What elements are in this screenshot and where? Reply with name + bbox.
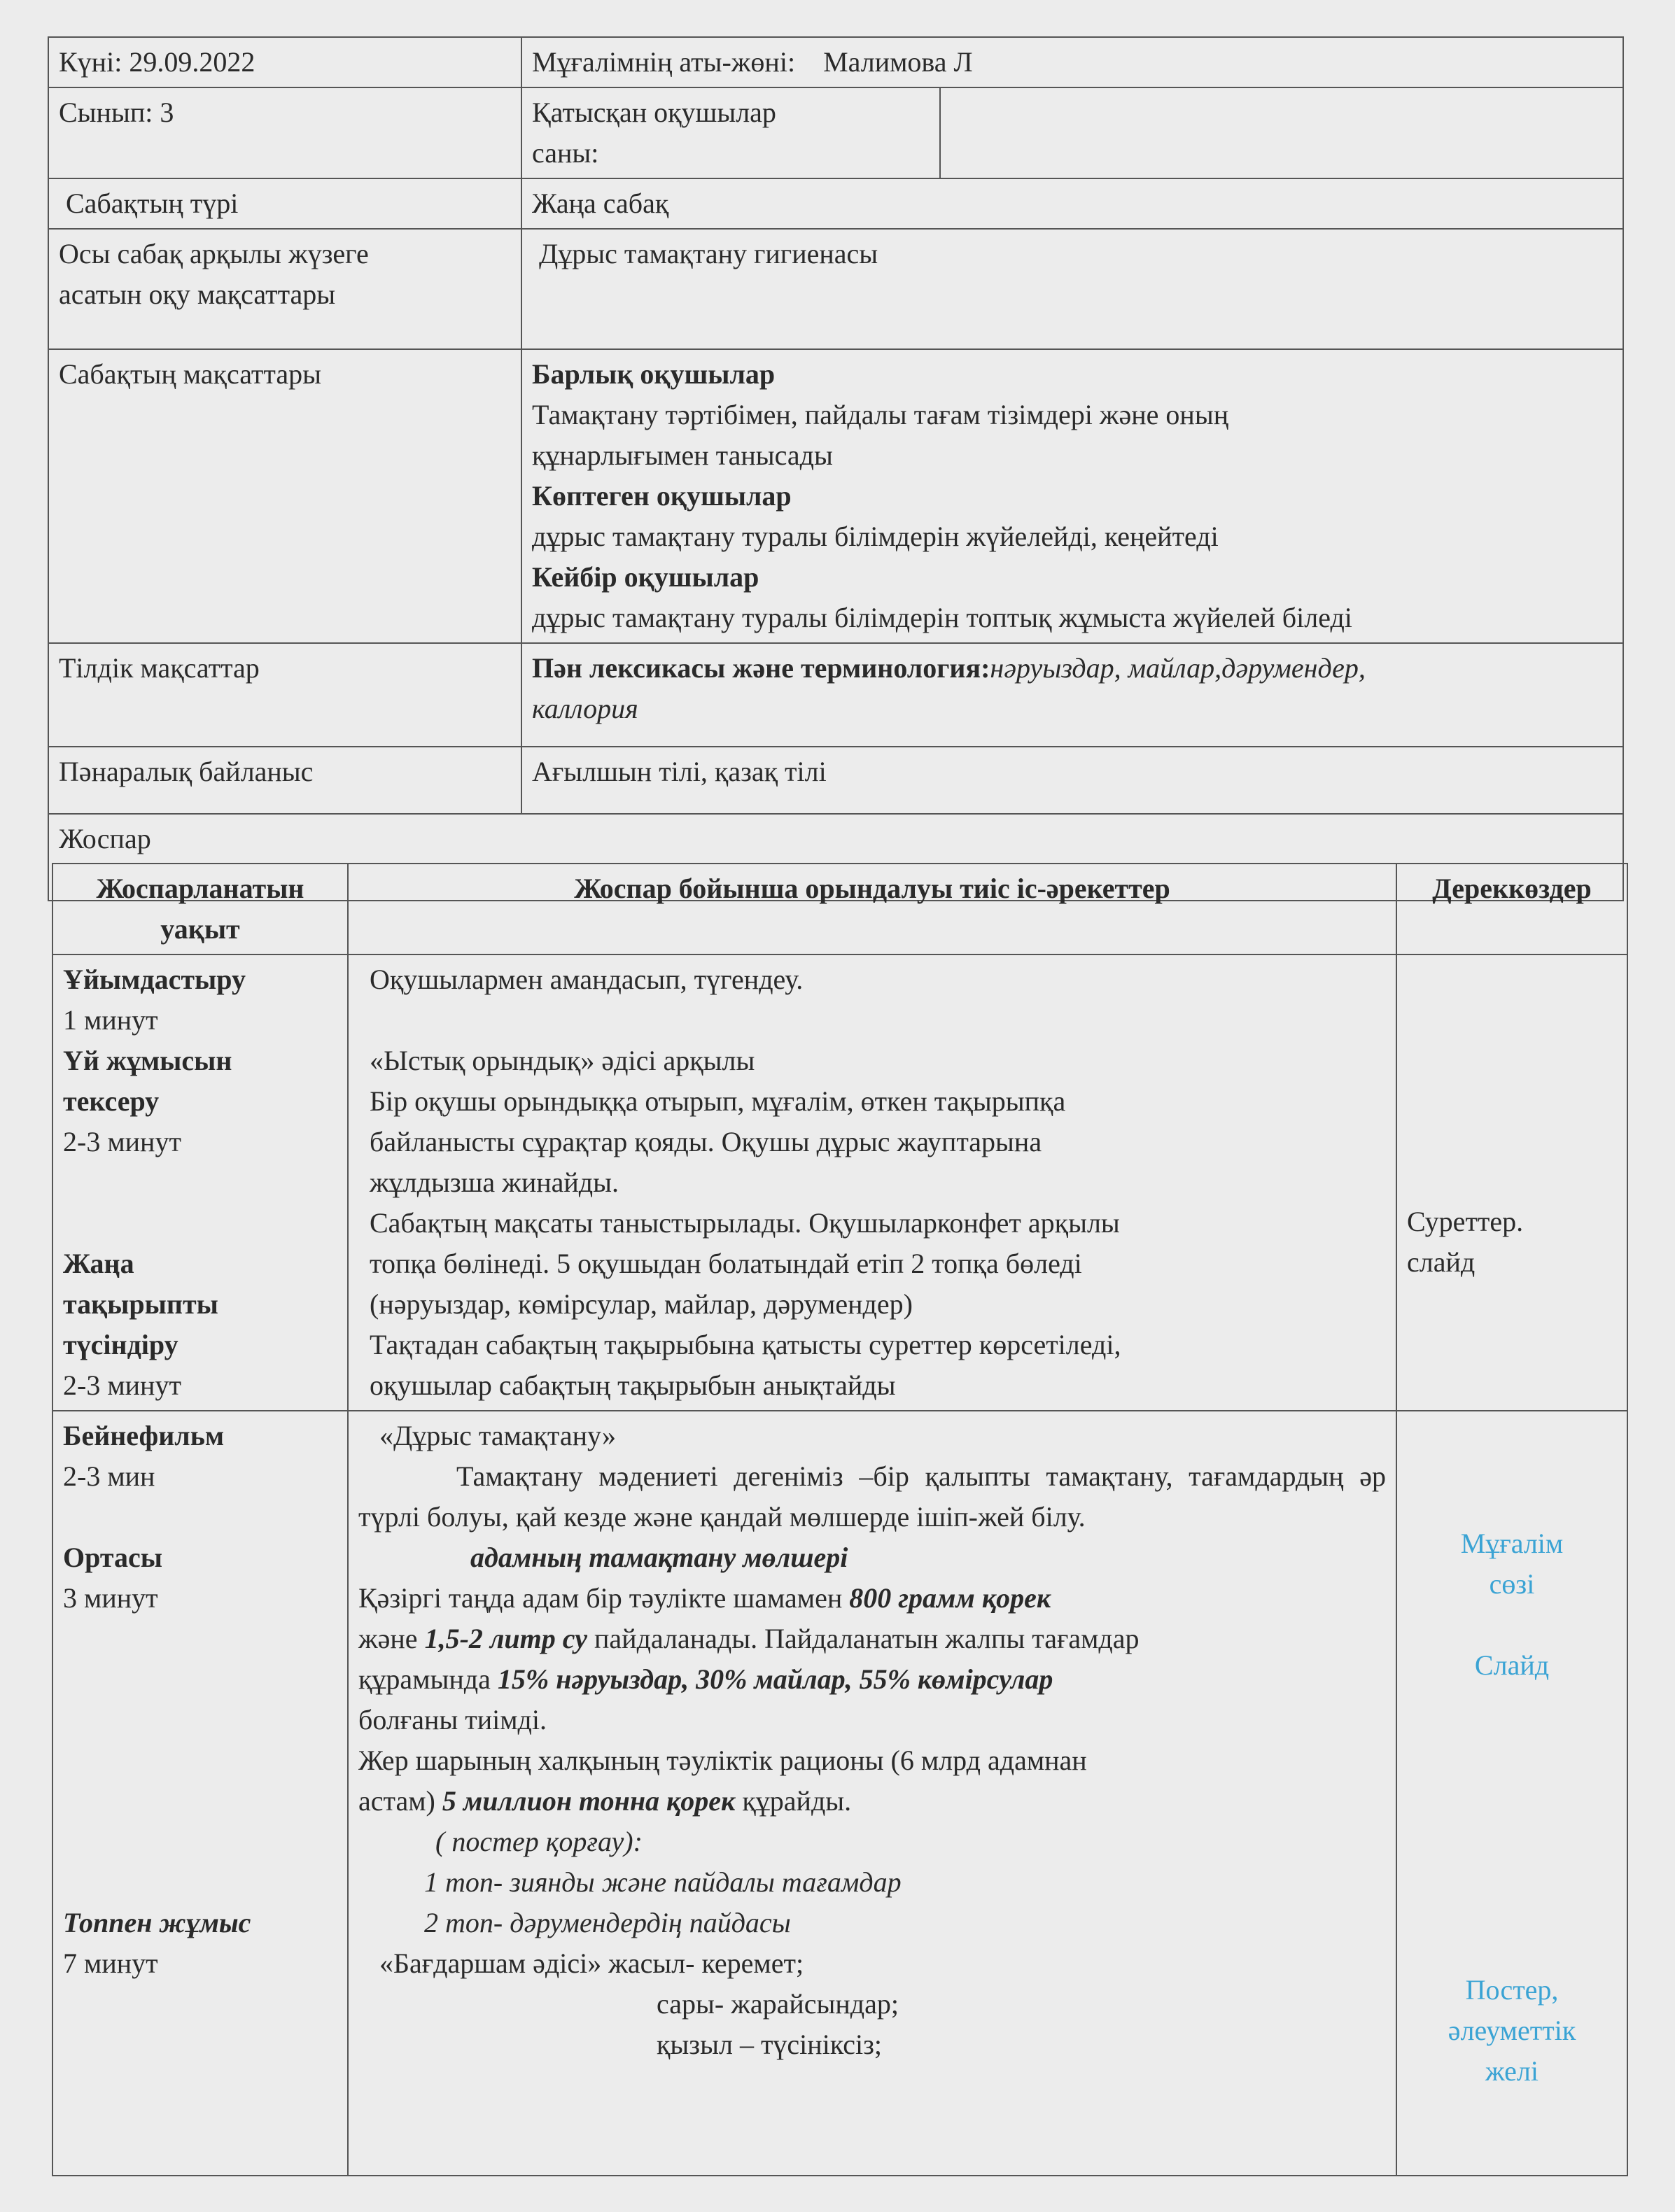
class-cell: Сынып: 3 [48, 87, 521, 178]
row1-activities-cell: Оқушылармен амандасып, түгендеу. «Ыстық орындық» әдісі арқылы Бір оқушы орындыққа отырып, мұғалім, өткен тақырыпқа байланысты сұрақтар қояды. Оқушы дұрыс жауптарына жұлдызша жинайды. Сабақтың мақсаты таныстырылады. Оқушыларконфет арқылы топқа бөлінеді. 5 оқушыдан болатындай етіп 2 топқа бөледі (нәруыздар, көмірсулар, майлар, дәрумендер) Тақтадан сабақтың тақырыбына қатысты суреттер көрсетіледі, оқушылар сабақтың тақырыбын анықтайды [348, 954, 1396, 1411]
plan-heading: Жоспар [48, 814, 1623, 901]
header-resources: Дереккөздер [1396, 864, 1627, 954]
lesson-info-table [48, 36, 1624, 901]
goals-value: Барлық оқушылар Тамақтану тәртібімен, пайдалы тағам тізімдері және оның құнарлығымен танысады Көптеген оқушылар дұрыс тамақтану туралы білімдерін жүйелейді, кеңейтеді Кейбір оқушылар дұрыс тамақтану туралы білімдерін топтық жұмыста жүйелей біледі [521, 349, 1623, 643]
row2-activities-cell: «Дұрыс тамақтану» Тамақтану мәдениеті дегеніміз –бір қалыпты тамақтану, тағамдардың әр түрлі болуы, қай кезде және қандай мөлшерде ішіп-жей білу. адамның тамақтану мөлшері Қәзіргі таңда адам бір тәулікте шамамен 800 грамм қорек және 1,5-2 литр су пайдаланады. Пайдаланатын жалпы тағамдар құрамында 15% нәруыздар, 30% майлар, 55% көмірсулар болғаны тиімді. Жер шарының халқының тәуліктік рационы (6 млрд адамнан астам) 5 миллион тонна қорек құрайды. ( постер қорғау): 1 топ- зиянды және пайдалы тағамдар 2 топ- дәрумендердің пайдасы «Бағдаршам әдісі» жасыл- керемет; сары- жарайсындар; қызыл – түсініксіз; [348, 1411, 1396, 2176]
date-cell: Күні: 29.09.2022 [48, 37, 521, 87]
header-activities: Жоспар бойынша орындалуы тиіс іс-әрекеттер [348, 864, 1396, 954]
interdisciplinary-label: Пәнаралық байланыс [48, 747, 521, 814]
teacher-label: Мұғалімнің аты-жөні: [532, 46, 796, 78]
lesson-type-value: Жаңа сабақ [521, 178, 1623, 229]
teacher-name: Малимова Л [823, 46, 973, 78]
activity-plan-table [52, 863, 1628, 2176]
row2-resources-cell: Мұғалім сөзі Слайд Постер, әлеуметтік желі [1396, 1411, 1627, 2176]
language-goals-label: Тілдік мақсаттар [48, 643, 521, 747]
objectives-value: Дұрыс тамақтану гигиенасы [521, 229, 1623, 349]
row1-time-cell: Ұйымдастыру 1 минут Үй жұмысын тексеру 2-3 минут Жаңа тақырыпты түсіндіру 2-3 минут [52, 954, 348, 1411]
header-time: Жоспарланатын уақыт [52, 864, 348, 954]
row2-time-cell: Бейнефильм 2-3 мин Ортасы 3 минут Топпен жұмыс 7 минут [52, 1411, 348, 2176]
attendance-label: Қатысқан оқушылар саны: [521, 87, 940, 178]
objectives-label: Осы сабақ арқылы жүзеге асатын оқу мақсаттары [48, 229, 521, 349]
teacher-cell [521, 37, 1623, 87]
attendance-value [940, 87, 1623, 178]
interdisciplinary-value: Ағылшын тілі, қазақ тілі [521, 747, 1623, 814]
language-goals-value: Пән лексикасы және терминология:нәруыздар, майлар,дәрумендер, каллория [521, 643, 1623, 747]
goals-label: Сабақтың мақсаттары [48, 349, 521, 643]
lesson-type-label: Сабақтың түрі [48, 178, 521, 229]
row1-resources-cell: Суреттер. слайд [1396, 954, 1627, 1411]
